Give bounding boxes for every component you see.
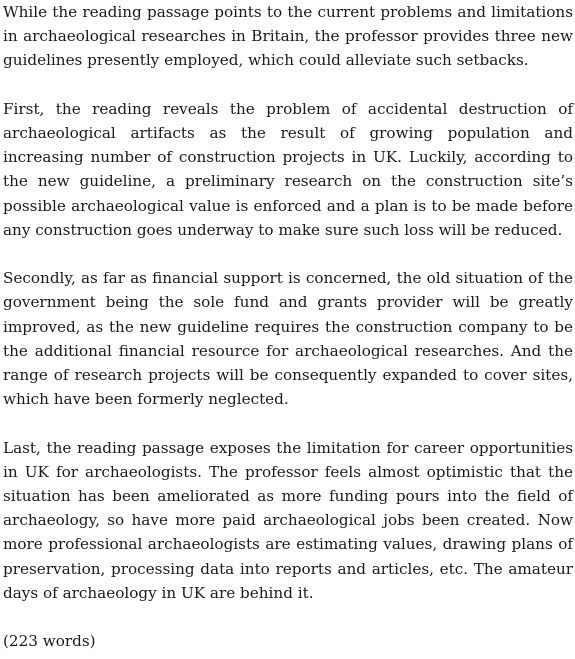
intro-paragraph: While the reading passage points to the current problems and limitations in archaeological researches in Britain, the professor provides three new guidelines presently employed, which could alleviate such setbacks. xyxy=(3,3,573,70)
essay-document xyxy=(3,0,573,653)
third-point-paragraph: Last, the reading passage exposes the limitation for career opportunities in UK for archaeologists. The professor feels almost optimistic that the situation has been ameliorated as more funding pours into the field of archaeology, so have more paid archaeological jobs been created. Now more professional archaeologists are estimating values, drawing plans of preservation, processing data into reports and articles, etc. The amateur days of archaeology in UK are behind it. xyxy=(3,438,573,602)
word-count: (223 words) xyxy=(3,632,96,651)
first-point-paragraph: First, the reading reveals the problem of accidental destruction of archaeological artifacts as the result of growing population and increasing number of construction projects in UK. Luckily, according to the new guideline, a preliminary research on the construction site’s possible archaeological value is enforced and a plan is to be made before any construction goes underway to make sure such loss will be reduced. xyxy=(3,99,573,239)
second-point-paragraph: Secondly, as far as financial support is concerned, the old situation of the government being the sole fund and grants provider will be greatly improved, as the new guideline requires the construction company to be the additional financial resource for archaeological researches. And the range of research projects will be consequently expanded to cover sites, which have been formerly neglected. xyxy=(3,269,573,409)
